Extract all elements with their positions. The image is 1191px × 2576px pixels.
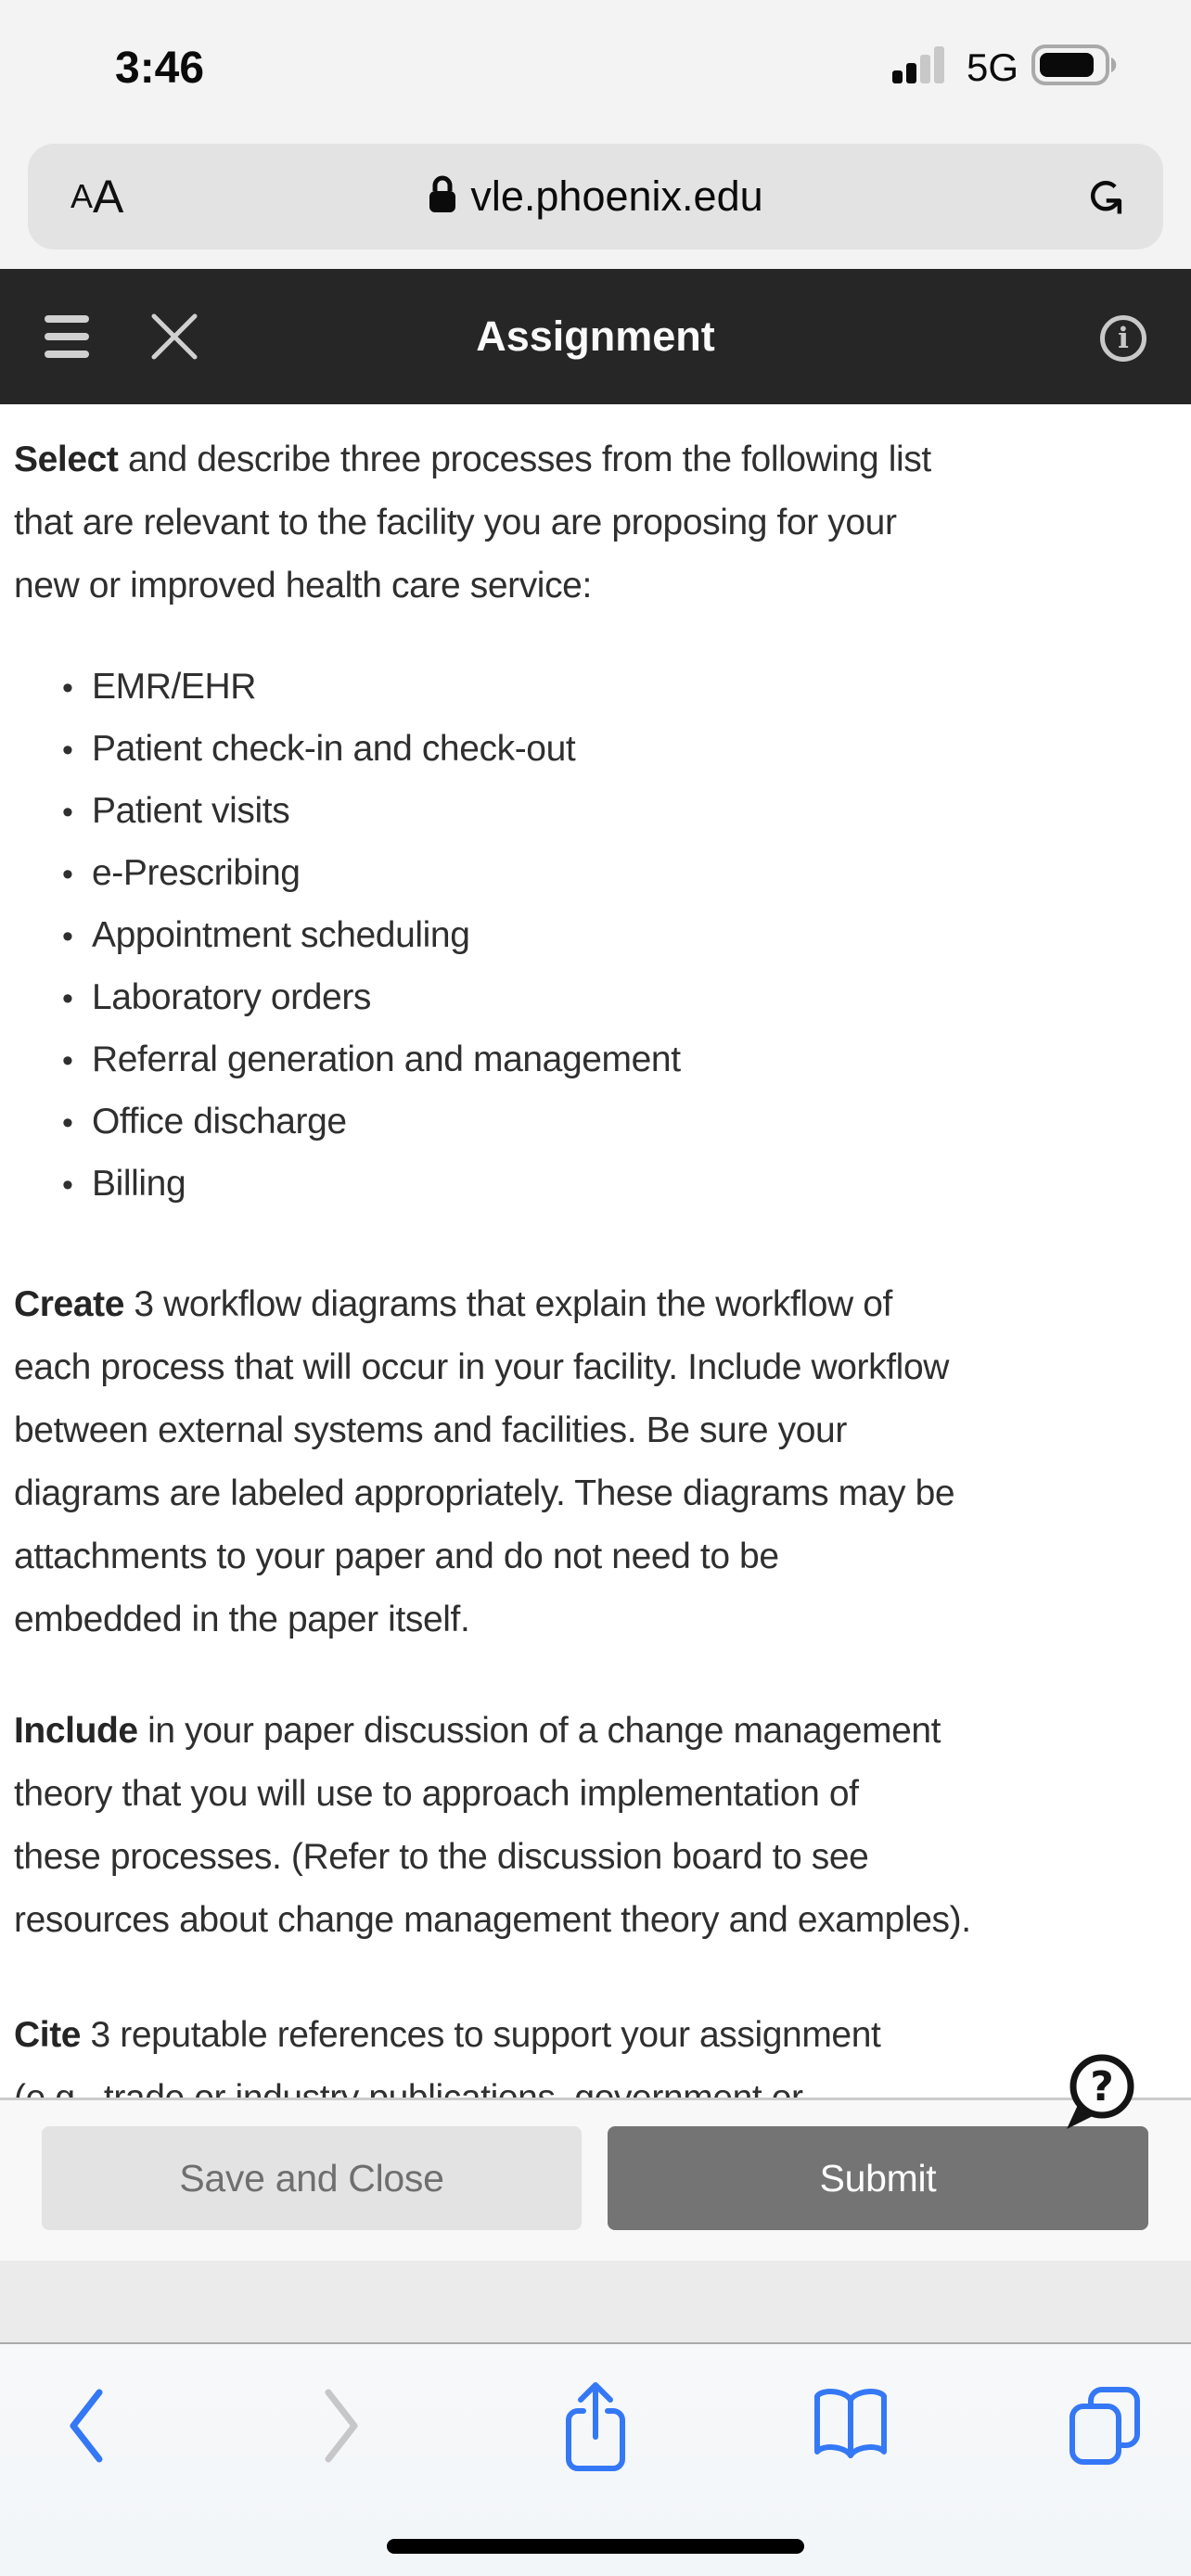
close-icon[interactable] — [151, 313, 198, 364]
status-bar — [0, 37, 1191, 96]
battery-icon — [1031, 45, 1121, 90]
home-indicator[interactable] — [387, 2539, 804, 2554]
refresh-icon[interactable]: ↻ — [1075, 175, 1134, 218]
assignment-body — [0, 404, 1191, 2130]
list-item: • Laboratory orders — [62, 967, 1172, 1029]
list-item: • EMR/EHR — [62, 657, 1172, 719]
paragraph-select: Select and describe three processes from the following list that are relevant to the facility you are proposing for your new or improved health care service: — [14, 440, 931, 606]
back-button[interactable] — [45, 2387, 128, 2465]
save-and-close-button[interactable]: Save and Close — [42, 2126, 582, 2230]
url-bar[interactable] — [28, 144, 1163, 249]
lock-icon — [428, 175, 457, 219]
help-icon[interactable] — [1063, 2051, 1141, 2136]
url-domain: vle.phoenix.edu — [470, 172, 763, 220]
list-item: • Appointment scheduling — [62, 905, 1172, 967]
list-item: • Patient visits — [62, 781, 1172, 843]
action-bar — [0, 2098, 1191, 2261]
assignment-header — [0, 269, 1191, 404]
forward-button[interactable] — [300, 2387, 383, 2465]
svg-text:?: ? — [1090, 2063, 1114, 2111]
tabs-icon[interactable] — [1063, 2386, 1146, 2466]
share-icon[interactable] — [554, 2379, 637, 2472]
paragraph-create: Create 3 workflow diagrams that explain the workflow of each process that will occur in your facility. Include workflow between external systems and facilities. Be sure your diagrams are labeled appropriately. These diagrams may be attachments to your paper and do not need to be embedded in the paper itself. — [14, 1284, 955, 1639]
list-item: • Referral generation and management — [62, 1029, 1172, 1091]
process-list — [14, 657, 1172, 1216]
list-item: • Office discharge — [62, 1091, 1172, 1154]
list-item: • Patient check-in and check-out — [62, 719, 1172, 781]
page-title: Assignment — [476, 312, 715, 360]
menu-icon[interactable] — [45, 315, 89, 363]
clock: 3:46 — [115, 44, 205, 93]
browser-chrome-top — [0, 0, 1191, 269]
list-item: • Billing — [62, 1154, 1172, 1216]
info-icon[interactable]: i — [1100, 315, 1146, 362]
cellular-signal-icon — [892, 45, 954, 90]
content-gutter — [0, 2261, 1191, 2342]
bookmarks-icon[interactable] — [809, 2387, 892, 2465]
network-type-label: 5G — [966, 45, 1018, 89]
reader-mode-button[interactable]: A A — [70, 171, 124, 223]
paragraph-cite: Cite 3 reputable references to support your assignment — [14, 2015, 881, 2055]
list-item: • e-Prescribing — [62, 843, 1172, 905]
submit-button[interactable]: Submit — [608, 2126, 1148, 2230]
paragraph-include: Include in your paper discussion of a change management theory that you will use to approach implementation of these processes. (Refer to the discussion board to see resources about change management theory and examples). — [14, 1711, 971, 1940]
